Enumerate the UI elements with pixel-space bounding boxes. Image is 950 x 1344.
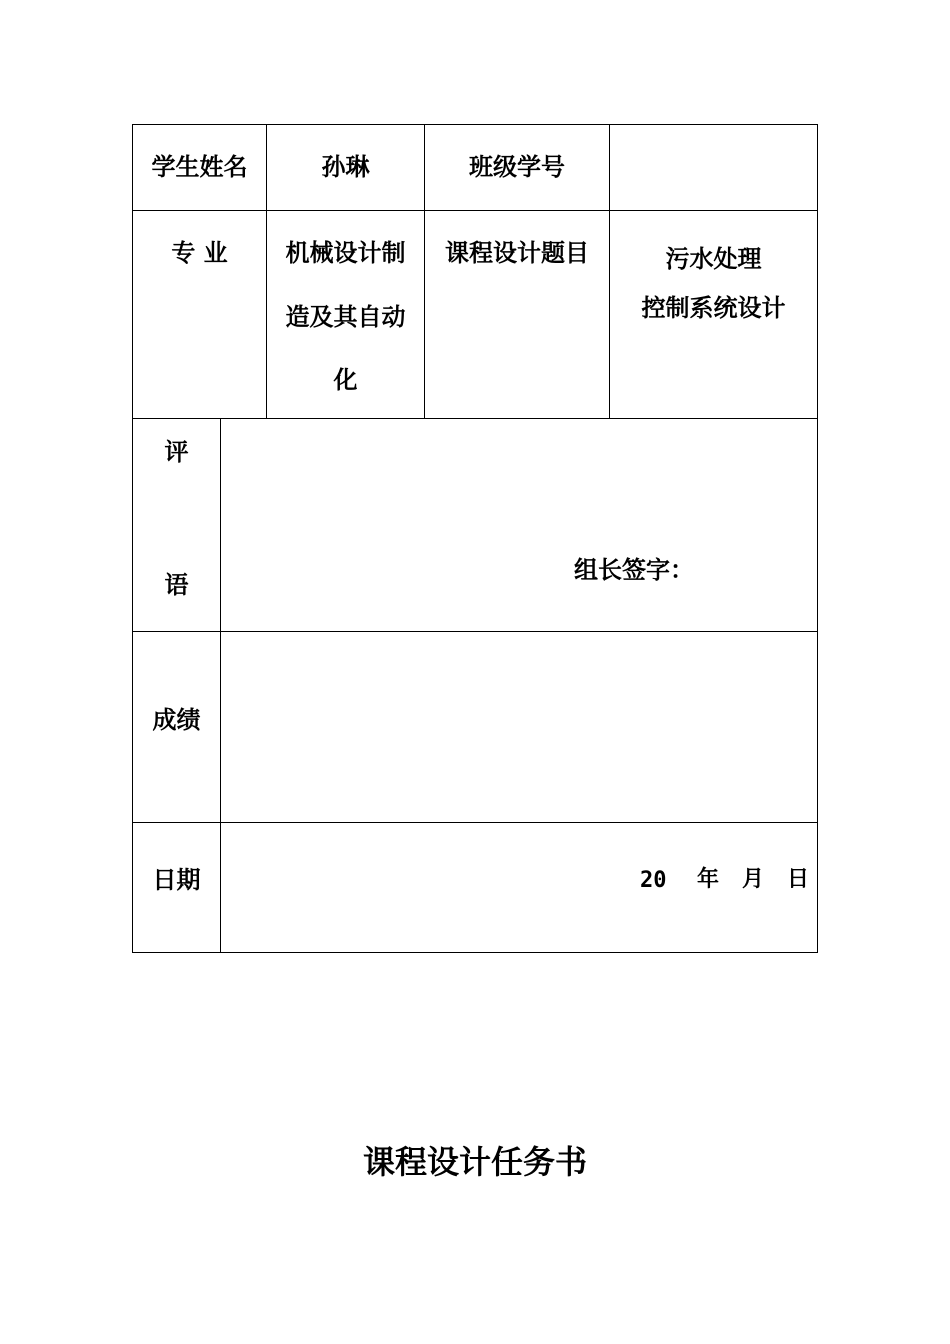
major-value-line-1: 机械设计制: [285, 239, 406, 267]
table-row-divider: [132, 631, 818, 632]
course-topic-value-line-1: 污水处理: [665, 245, 762, 273]
student-name-label: 学生姓名: [151, 153, 248, 181]
group-leader-signature-label: 组长签字：: [574, 556, 694, 584]
date-year-unit: 年: [697, 867, 720, 892]
table-border-right: [817, 124, 818, 953]
class-id-label: 班级学号: [469, 153, 565, 181]
date-year-prefix: 20: [640, 868, 667, 893]
date-day-unit: 日: [787, 867, 810, 892]
comments-label-bottom: 语: [164, 571, 189, 599]
student-name-value: 孙琳: [321, 153, 370, 181]
table-col-divider: [220, 418, 221, 953]
major-value-line-3: 化: [333, 366, 358, 394]
major-label: 专 业: [171, 239, 228, 267]
table-row-divider: [132, 418, 818, 419]
comments-label-top: 评: [164, 438, 189, 466]
course-topic-value-line-2: 控制系统设计: [641, 294, 786, 322]
grade-label: 成绩: [152, 706, 201, 734]
section-title: 课程设计任务书: [362, 1143, 587, 1181]
table-row-divider: [132, 822, 818, 823]
course-topic-label: 课程设计题目: [445, 239, 589, 267]
major-value-line-2: 造及其自动: [285, 303, 406, 331]
table-border-bottom: [132, 952, 818, 953]
table-row-divider: [132, 210, 818, 211]
date-label: 日期: [152, 866, 201, 894]
date-month-unit: 月: [742, 867, 765, 892]
table-border-top: [132, 124, 818, 125]
